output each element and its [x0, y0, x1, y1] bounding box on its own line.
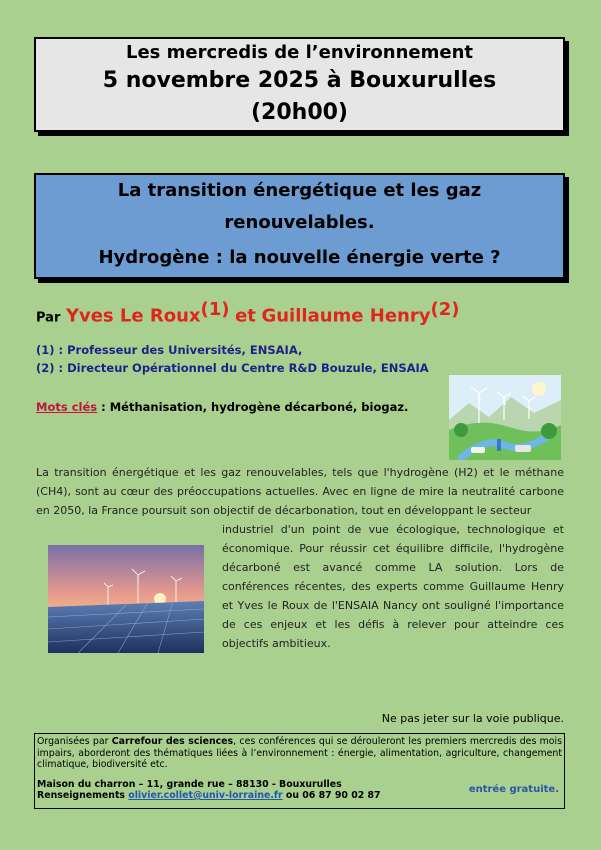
author-2: Guillaume Henry	[261, 305, 431, 327]
footer-box	[34, 733, 565, 809]
solar-farm-photo	[48, 545, 204, 653]
free-entry-badge: entrée gratuite.	[468, 784, 559, 795]
authors-prefix: Par	[36, 310, 61, 326]
affiliation-2: (2) : Directeur Opérationnel du Centre R&D Bouzule, ENSAIA	[36, 361, 429, 375]
litter-notice: Ne pas jeter sur la voie publique.	[381, 712, 564, 725]
author-1: Yves Le Roux	[65, 305, 201, 327]
organiser-name: Carrefour des sciences	[111, 736, 234, 747]
green-energy-illustration	[449, 375, 561, 460]
series-title: Les mercredis de l’environnement	[125, 42, 474, 63]
topic-box	[34, 173, 565, 279]
event-date-place: 5 novembre 2025 à Bouxurulles	[102, 68, 497, 93]
keywords-label[interactable]: Mots clés	[36, 400, 98, 414]
authors-conj: et	[235, 305, 256, 327]
footer-organisation: Organisées par Carrefour des sciences, ces conférences qui se dérouleront les premiers mercredis des mois impairs, aborderont des thématiques liées à l’environnement : énergie, alimentation, agriculture, changement climatique, biodiversité etc.	[37, 736, 562, 770]
topic-subtitle: Hydrogène : la nouvelle énergie verte ?	[98, 247, 501, 268]
event-time: (20h00)	[250, 100, 348, 125]
topic-title-line2: renouvelables.	[224, 212, 375, 233]
topic-title-line1: La transition énergétique et les gaz	[117, 180, 482, 201]
affiliation-1: (1) : Professeur des Universités, ENSAIA,	[36, 343, 303, 357]
author-1-ref: (1)	[200, 299, 230, 320]
author-2-ref: (2)	[430, 299, 460, 320]
keywords-text: : Méthanisation, hydrogène décarboné, biogaz.	[97, 400, 409, 414]
body-paragraph-top: La transition énergétique et les gaz renouvelables, tels que l'hydrogène (H2) et le méthane (CH4), sont au cœur des préoccupations actuelles. Avec en ligne de mire la neutralité carbone en 2050, la France poursuit son objectif de décarbonation, tout en développant le secteur	[36, 466, 564, 517]
event-header-box	[34, 37, 565, 132]
keywords-line	[36, 400, 408, 414]
body-paragraph-wrap: industriel d'un point de vue écologique, technologique et économique. Pour réussir cet équilibre difficile, l'hydrogène décarboné est avancé comme LA solution. Lors de conférences récentes, des experts comme Guillaume Henry et Yves le Roux de l'ENSAIA Nancy ont souligné l'importance de ces enjeux et les défis à relever pour atteindre ces objectifs ambitieux.	[222, 523, 564, 650]
authors-line	[36, 299, 459, 326]
footer-address: Maison du charron – 11, grande rue – 88130 - Bouxurulles	[37, 778, 342, 790]
contact-email-link[interactable]: olivier.collet@univ-lorraine.fr	[128, 790, 283, 801]
footer-contact: Renseignements olivier.collet@univ-lorraine.fr ou 06 87 90 02 87	[37, 790, 381, 801]
